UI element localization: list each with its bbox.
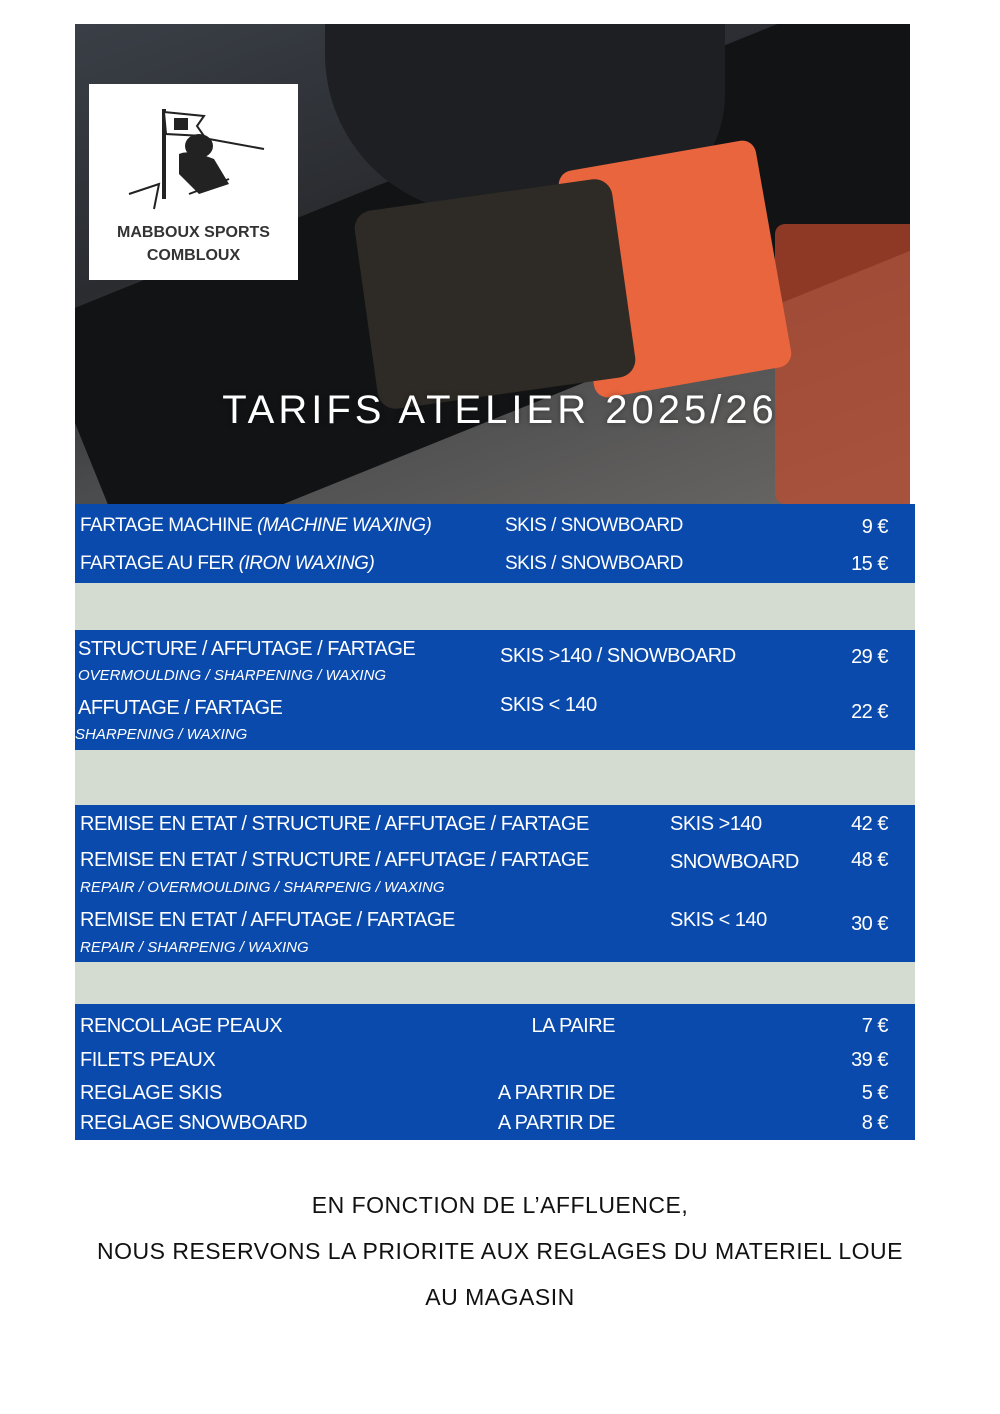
service-note: LA PAIRE [531, 1015, 615, 1037]
service-label-en: OVERMOULDING / SHARPENING / WAXING [78, 667, 387, 684]
service-label: FARTAGE MACHINE (MACHINE WAXING) [80, 515, 432, 536]
service-label: REGLAGE SNOWBOARD [80, 1112, 308, 1134]
divider [75, 583, 915, 630]
divider [75, 962, 915, 1004]
logo-town: COMBLOUX [146, 247, 241, 264]
service-type: SKIS >140 [670, 813, 762, 835]
service-price: 7 € [861, 1015, 888, 1037]
service-note: A PARTIR DE [497, 1112, 615, 1134]
service-price: 42 € [851, 813, 888, 835]
iron-base-image [352, 177, 637, 411]
service-price: 29 € [851, 646, 888, 668]
service-label: REGLAGE SKIS [80, 1082, 222, 1104]
service-price: 5 € [861, 1082, 888, 1104]
footer-line: AU MAGASIN [425, 1284, 575, 1310]
ski-vise-image [775, 224, 910, 504]
logo [89, 84, 298, 280]
service-label: STRUCTURE / AFFUTAGE / FARTAGE [78, 638, 416, 660]
service-label: FARTAGE AU FER (IRON WAXING) [80, 553, 375, 574]
service-price: 48 € [851, 849, 888, 871]
service-type: SKIS >140 / SNOWBOARD [500, 645, 736, 667]
service-label: REMISE EN ETAT / AFFUTAGE / FARTAGE [80, 909, 455, 931]
service-note: A PARTIR DE [497, 1082, 615, 1104]
skier-logo-icon [119, 104, 269, 224]
service-type: SNOWBOARD [670, 851, 799, 873]
service-price: 9 € [861, 516, 888, 538]
divider [75, 750, 915, 805]
service-type: SKIS < 140 [670, 909, 767, 931]
service-label: RENCOLLAGE PEAUX [80, 1015, 283, 1037]
footer-line: NOUS RESERVONS LA PRIORITE AUX REGLAGES DU MATERIEL LOUE [97, 1238, 903, 1264]
service-label-en: SHARPENING / WAXING [75, 726, 248, 743]
service-type: SKIS / SNOWBOARD [505, 553, 683, 574]
service-label-en: REPAIR / OVERMOULDING / SHARPENIG / WAXING [80, 879, 445, 896]
service-price: 8 € [861, 1112, 888, 1134]
service-price: 39 € [851, 1049, 888, 1071]
service-price: 15 € [851, 553, 888, 575]
service-label: REMISE EN ETAT / STRUCTURE / AFFUTAGE / FARTAGE [80, 849, 589, 871]
service-price: 30 € [851, 913, 888, 935]
footer-line: EN FONCTION DE L’AFFLUENCE, [311, 1192, 689, 1218]
service-label: REMISE EN ETAT / STRUCTURE / AFFUTAGE / FARTAGE [80, 813, 589, 835]
service-type: SKIS / SNOWBOARD [505, 515, 683, 536]
service-label-en: REPAIR / SHARPENIG / WAXING [80, 939, 309, 956]
service-label: AFFUTAGE / FARTAGE [78, 697, 283, 719]
service-price: 22 € [851, 701, 888, 723]
page-title: TARIFS ATELIER 2025/26 [222, 388, 778, 432]
service-type: SKIS < 140 [500, 694, 597, 716]
service-label: FILETS PEAUX [80, 1049, 216, 1071]
logo-name: MABBOUX SPORTS [117, 224, 270, 241]
